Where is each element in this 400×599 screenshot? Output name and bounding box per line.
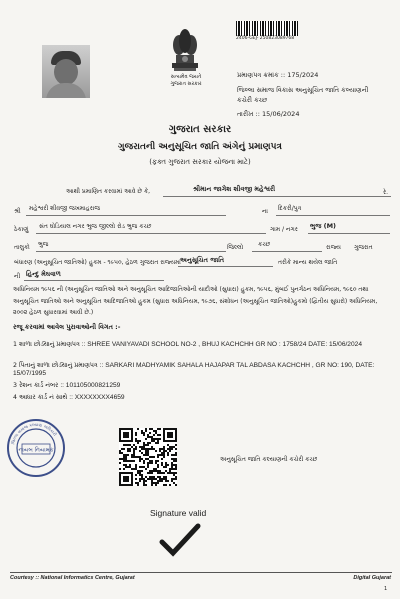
certificate-title: ગુજરાતની અનુસૂચિત જાતિ અંગેનું પ્રમાણપત્ર [118, 142, 282, 152]
na-label: ના [262, 208, 268, 215]
cert-intro: આથી પ્રમાણિત કરવામાં આવે છે કે, [66, 188, 151, 195]
footer-brand: Digital Gujarat [353, 575, 391, 581]
name-suffix: રે. [383, 189, 389, 196]
emblem-motto: સત્યમેવ જયતે [170, 74, 202, 80]
category-suffix: તરીકે માન્ય થયેલ જાતિ [278, 259, 338, 266]
village-label: ગામ / નગર [270, 226, 298, 233]
issue-date: :: 15/06/2024 [255, 110, 300, 118]
category-intro: બંધારણ (અનુસૂચિત જાતિઓ) હુકમ - ૧૯૫૦, હેઠળ ગુજરાત રાજ્યમાં [14, 259, 181, 266]
signature-status: Signature valid [150, 508, 207, 518]
father-name: મહેશ્વરી શીવજી જખમાહરાજ [29, 205, 101, 212]
state-label: રાજ્ય [326, 244, 341, 251]
caste: હિન્દુ મેઘવાળ [26, 270, 61, 278]
svg-text:નાયબ નિયામક: નાયબ નિયામક [18, 447, 54, 454]
taluka-label: તાલુકો [14, 244, 30, 251]
district: કચ્છ [258, 241, 271, 248]
taluka: ભુજ [38, 241, 49, 248]
certificate-subtitle: (ફક્ત ગુજરાત સરકાર યોજના માટે) [149, 158, 251, 166]
footer-divider [10, 572, 392, 573]
barcode-number: 2406-GEJ- 250823089768 [236, 36, 295, 41]
village: ભુજ (M) [310, 222, 337, 230]
issuing-authority: અનુસૂચિત જાતિ કલ્યાણની કચેરી કચ્છ [220, 456, 318, 463]
date-label: તારીખ [237, 110, 254, 118]
office-line2: કચેરી કચ્છ [237, 96, 268, 104]
evidence-section-title: રજૂ કરવામાં આવેલ પુરાવાઓની વિગત :- [13, 323, 121, 331]
applicant-photo [42, 45, 90, 98]
evidence-item: 3 રેશન કાર્ડ નંબર :: 101105000821259 [13, 382, 121, 389]
legal-paragraph: અધિનિયમ ૧૯૫૬ ની (અનુસૂચિત જાતિઓ અને અનુસૂચિત આદિજાતિઓની યાદીઓ (સુધારા) હુકમ, ૧૯૫૬, મુંબઈ પુનર્ગઠન અધિનિયમ, ૧૯૬૦ તથા અનુસૂચિત જાતિઓ અને અનુસૂચિત આદિજાતિઓ હુકમ (સુધારા અધિનિયમ, ૧૯૭૬, સંશોધન (અનુસૂચિત જાતિઓ)હુકમો (દ્વિતીય સુધારો) અધિનિયમ, ૨૦૦૨ હેઠળ સુધારવામાં આવી છે.) [13, 286, 378, 316]
district-label: જિલ્લો [227, 244, 244, 251]
address: સંત ઘોડિયાલ નગર ભુજ જીલ્લો રોડ ભુજ કચ્છ [39, 223, 152, 230]
office-line1: જિલ્લા સમાજ વિકાસ અનુસૂચિત જાતિ કલ્યાણની [237, 86, 369, 94]
relation: દિકરી/પુત્ર [278, 205, 302, 212]
address-label: ઠેકાણું [14, 226, 29, 233]
footer-courtesy: Courtesy :: National Informatics Centre, Gujarat [10, 575, 135, 581]
emblem-gov: ગુજરાત સરકાર [170, 81, 202, 87]
gov-title: ગુજરાત સરકાર [168, 124, 232, 135]
certificate-number-label: પ્રમાણપત્ર ક્રમાંક [237, 71, 279, 79]
evidence-item: 4 આધાર કાર્ડ નં સાથે :: XXXXXXXX4659 [13, 394, 125, 401]
national-emblem-icon [162, 25, 208, 73]
official-seal-icon [6, 418, 66, 478]
qr-code [118, 428, 178, 486]
state: ગુજરાત [354, 244, 373, 251]
caste-label: ની [14, 273, 21, 280]
evidence-item: 2 પિતાનું શાળા છોડ્યાનું પ્રમાણપત્ર :: SARKARI MADHYAMIK SAHALA HAJAPAR TAL ABDASA KACHCHH , GR NO: 190, DATE: 15/07/1995 [13, 362, 375, 377]
check-mark-icon [158, 522, 202, 558]
evidence-item: 1 શાળા છોડ્યાનું પ્રમાણપત્ર :: SHREE VANIYAVADI SCHOOL NO-2 , BHUJ KACHCHH GR NO : 1758/24 DATE: 15/06/2024 [13, 341, 362, 348]
svg-text:જિલ્લા સમાજ કલ્યાણ અધિકારી: જિલ્લા સમાજ કલ્યાણ અધિકારી [10, 421, 58, 445]
certificate-number: :: 175/2024 [280, 71, 319, 79]
father-label: શ્રી [14, 208, 21, 215]
applicant-name: શ્રીમાન જાગેશ શીવજી મહેશ્વરી [193, 185, 276, 193]
category: અનુસૂચિત જાતિ [180, 256, 225, 264]
barcode [236, 21, 298, 36]
page-number: 1 [384, 586, 388, 592]
